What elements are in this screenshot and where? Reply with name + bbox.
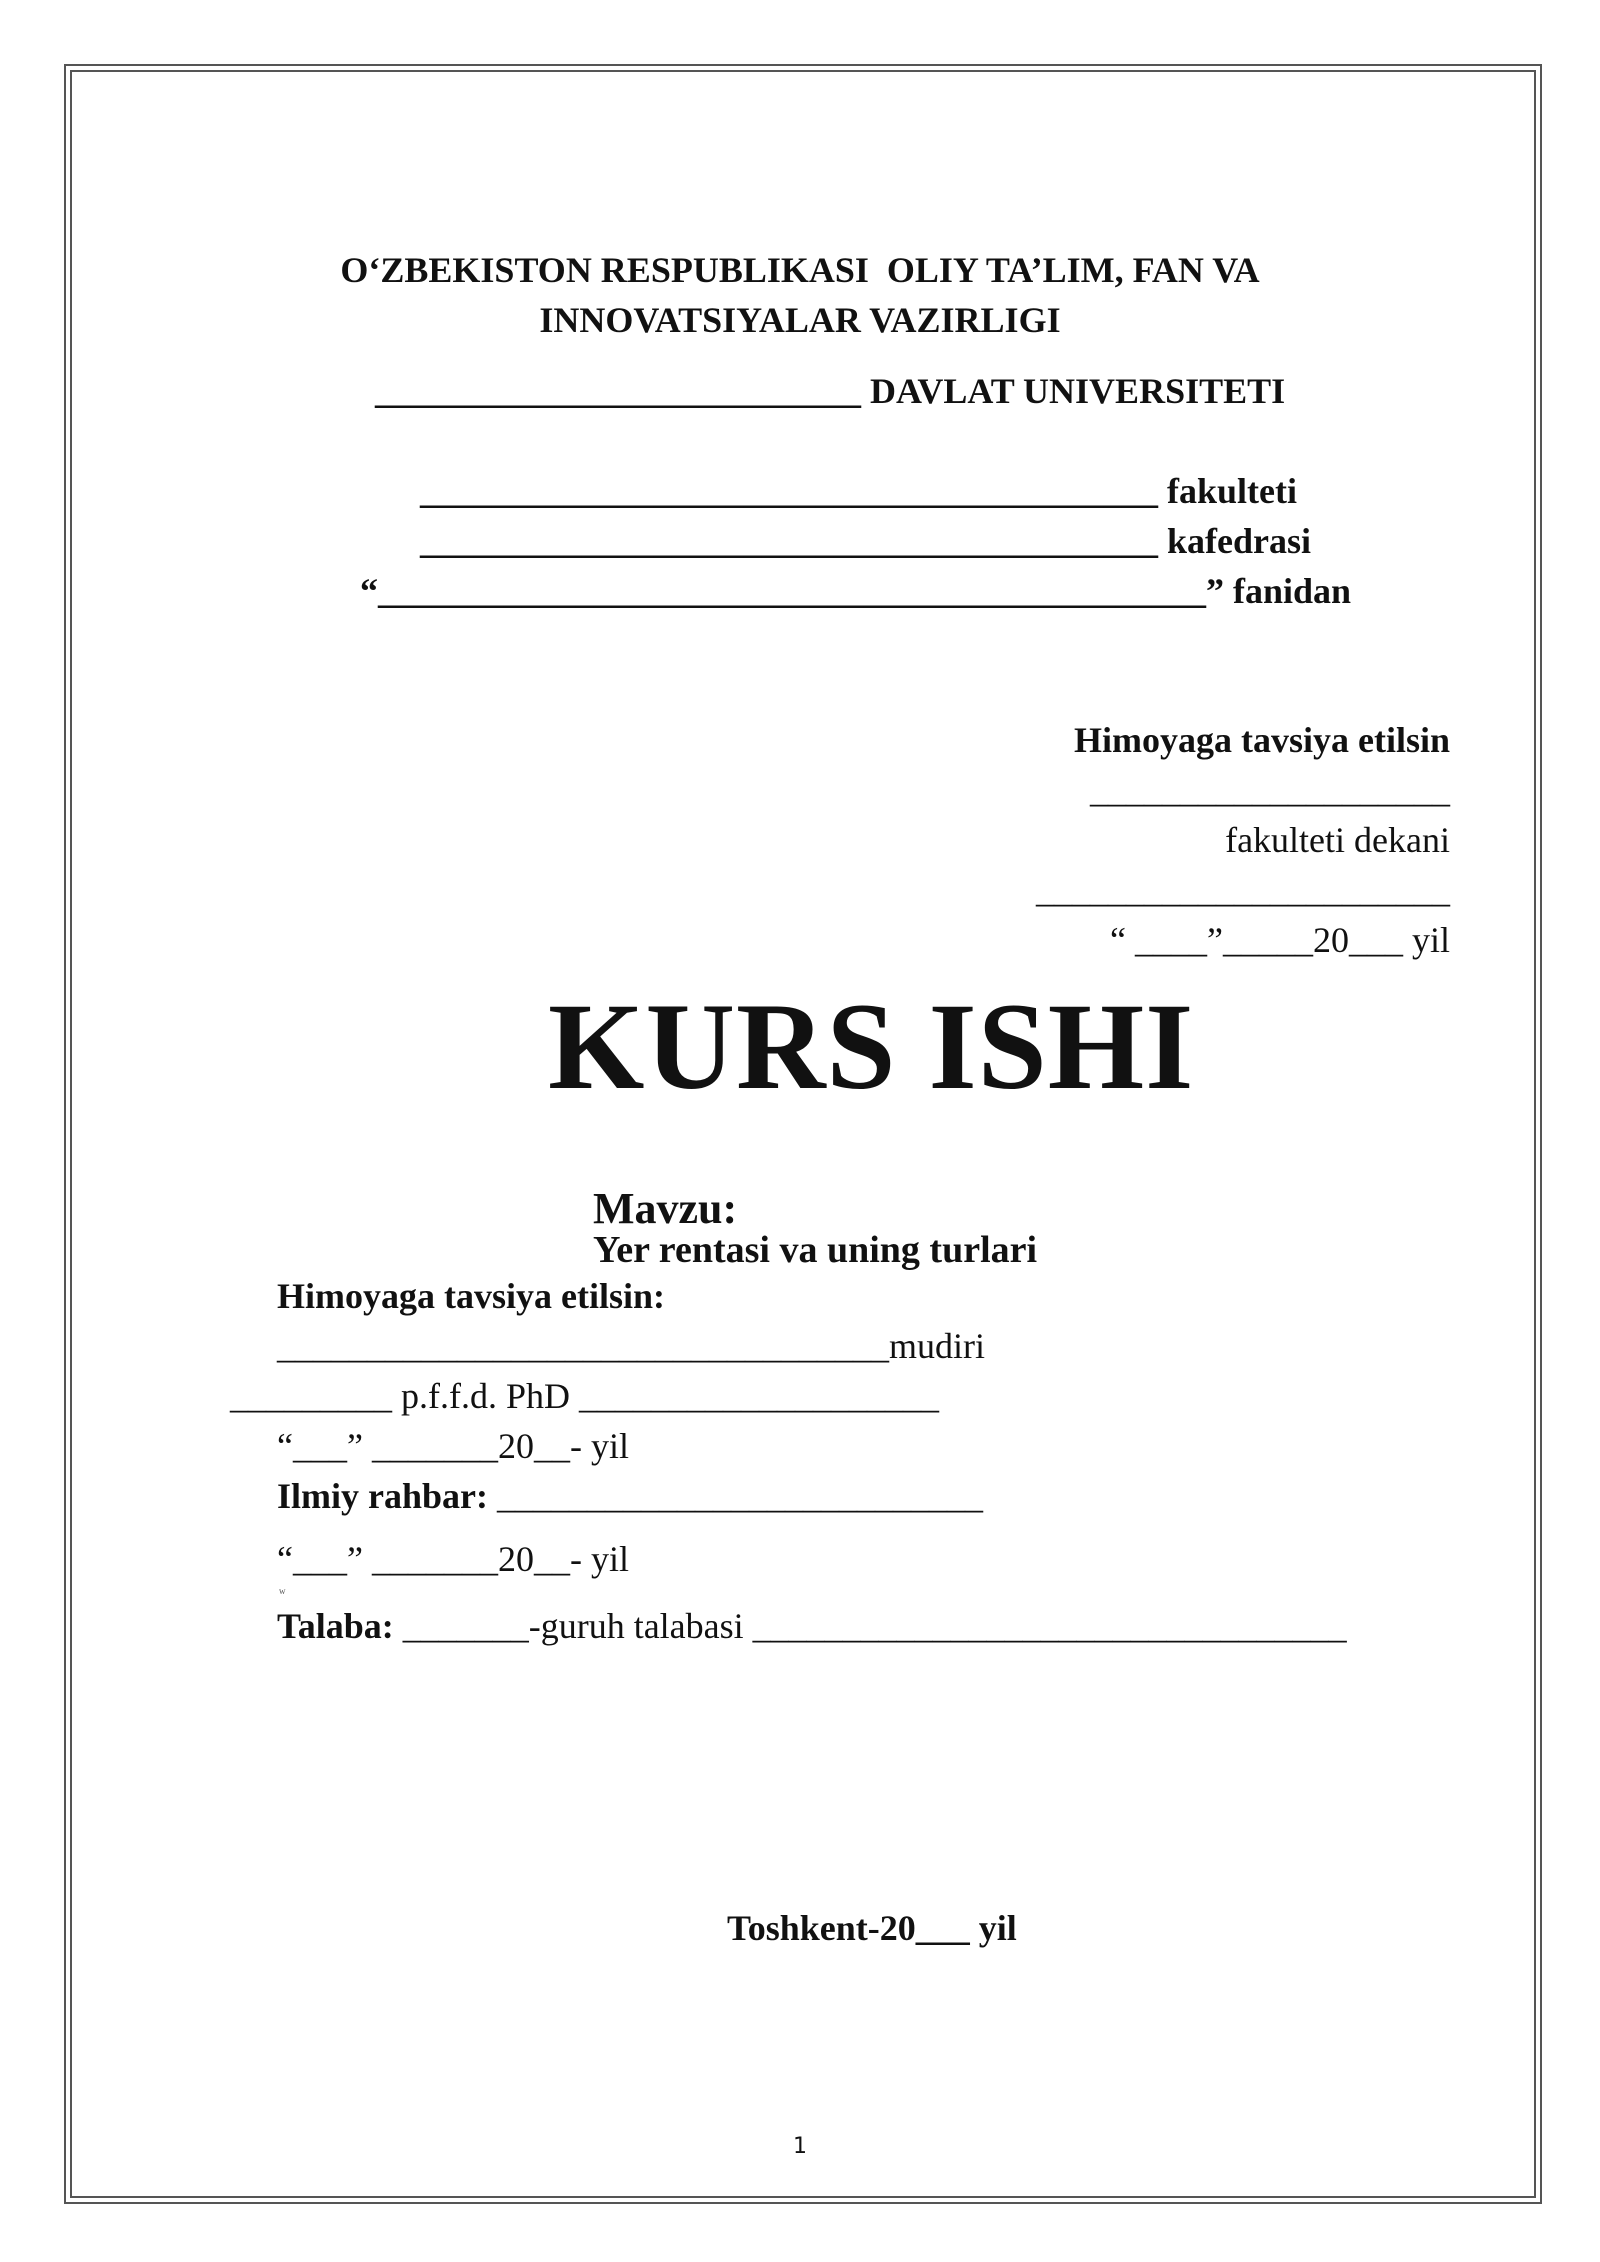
supervisor-blank: ___________________________ [488,1476,983,1516]
subject-line: “______________________________________________” fanidan [360,571,1352,611]
dean-signature-blank: _______________________ [1036,870,1450,910]
chair-head-line: __________________________________mudiri [277,1326,985,1366]
supervisor-label: Ilmiy rahbar: [277,1476,488,1516]
topic-label: Mavzu: [593,1184,738,1233]
city-year: Toshkent-20___ yil [727,1908,1017,1948]
chair-degree-line: _________ p.f.f.d. PhD ____________________ [230,1376,939,1416]
dean-approval-date: “ ____”_____20___ yil [1110,920,1450,960]
dean-approval-heading: Himoyaga tavsiya etilsin [1074,720,1450,760]
topic-line [585,1171,1037,1269]
student-label: Talaba: [277,1606,394,1646]
dean-name-blank: ____________________ [1090,770,1450,810]
student-line [277,1608,1347,1644]
document-title: KURS ISHI [548,978,1195,1115]
page-number: 1 [793,2134,807,2159]
ministry-line-1: O‘ZBEKISTON RESPUBLIKASI OLIY TA’LIM, FAN VA [340,250,1260,290]
university-line: ___________________________ DAVLAT UNIVERSITETI [375,371,1286,411]
chair-line: _________________________________________ kafedrasi [420,521,1311,561]
ministry-line-2: INNOVATSIYALAR VAZIRLIGI [539,300,1061,340]
faculty-line: _________________________________________ fakulteti [420,471,1297,511]
dean-role: fakulteti dekani [1225,820,1450,860]
small-mark: w [279,1586,286,1596]
supervisor-date: “___” _______20__- yil [277,1539,629,1579]
chair-approval-date: “___” _______20__- yil [277,1426,629,1466]
student-text: _______-guruh talabasi _________________________________ [393,1606,1347,1646]
chair-approval-heading: Himoyaga tavsiya etilsin: [277,1276,665,1316]
supervisor-line [277,1478,983,1514]
topic-value: Yer rentasi va uning turlari [593,1229,1038,1271]
